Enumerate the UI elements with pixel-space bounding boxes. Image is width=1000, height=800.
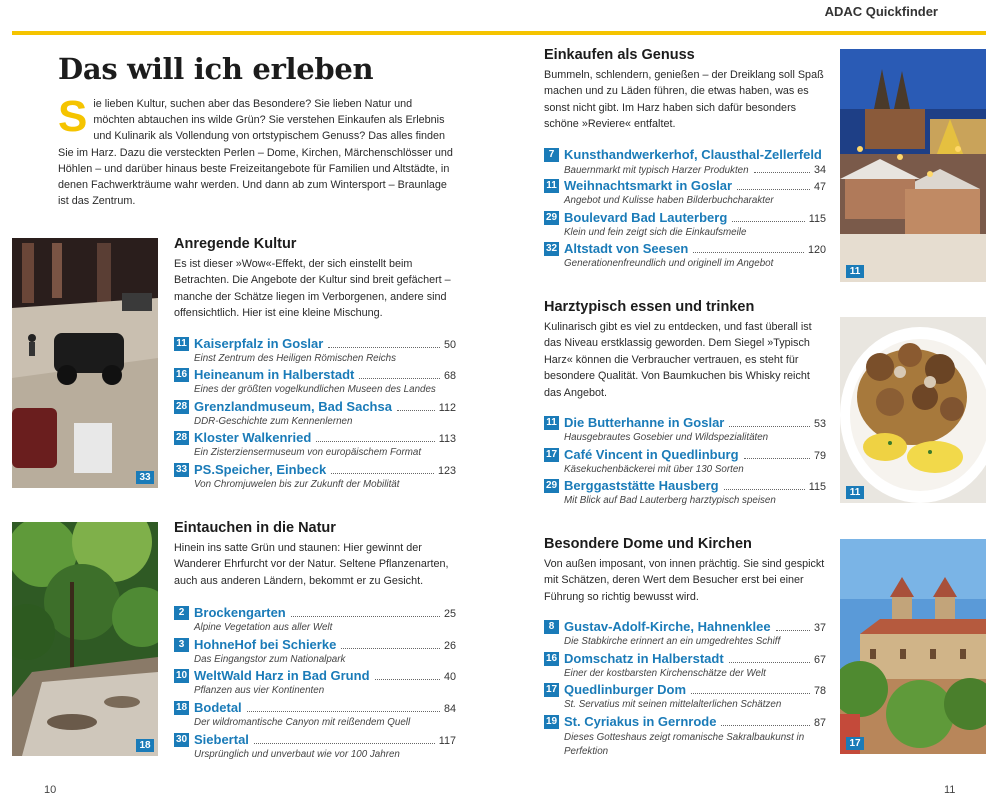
- entry-number-badge: 32: [546, 243, 558, 255]
- entry-page: 25: [443, 608, 456, 621]
- entry-description: Generationenfreundlich und originell im Angebot: [564, 258, 774, 270]
- leader-dots: [328, 347, 440, 348]
- leader-dots: [729, 662, 810, 663]
- entry-name[interactable]: Domschatz in Halberstadt: [564, 650, 724, 666]
- entry-name[interactable]: Bodetal: [194, 700, 242, 715]
- entry-page: 40: [443, 671, 456, 684]
- list-item[interactable]: [544, 241, 826, 273]
- entry-number-badge: 2: [174, 606, 189, 620]
- car-museum-image: [12, 238, 158, 488]
- section-body: Hinein ins satte Grün und staunen: Hier gewinnt der Wanderer Ehrfurcht vor der Natur. Seltene Pflanzenarten, auch aus anderen Ländern, bekommt er zu Gesicht.: [174, 542, 449, 587]
- yellow-rule: [12, 31, 986, 35]
- entry-number-badge: 17: [546, 684, 558, 696]
- section-body: Es ist dieser »Wow«-Effekt, der sich einstellt beim Betrachten. Die Angebote der Kultur sind breit gefächert – manche der Schätze liegen im Verborgenen, andere sind offensichtlich. Hier ist eine kleine Mischung.: [174, 258, 451, 320]
- entry-name[interactable]: Weihnachtsmarkt in Goslar: [564, 178, 733, 194]
- entry-number-badge: 11: [174, 337, 189, 351]
- photo-location-badge: 33: [136, 471, 154, 484]
- drop-cap: S: [58, 92, 88, 141]
- section-body: Kulinarisch gibt es viel zu entdecken, und fast überall ist das Niveau erstklassig geworden. Dem Siegel »Typisch Harz« können die Verbraucher vertrauen, es steht für besondere Qualität. Von Baumkuchen bis Whisky reicht das Angebot.: [544, 321, 812, 399]
- section-food: [544, 299, 826, 510]
- quedlinburg-castle-image: [840, 539, 986, 754]
- entry-name[interactable]: Altstadt von Seesen: [564, 241, 689, 257]
- entry-description: Pflanzen aus vier Kontinenten: [194, 685, 325, 697]
- leader-dots: [375, 679, 440, 680]
- entry-name[interactable]: Siebertal: [194, 731, 249, 747]
- entry-description: Mit Blick auf Bad Lauterberg harztypisch speisen: [564, 495, 776, 507]
- list-item[interactable]: [174, 700, 456, 732]
- leader-dots: [693, 252, 804, 253]
- intro-text: ie lieben Kultur, suchen aber das Besondere? Sie lieben Natur und möchten abtauchen ins wilde Grün? Sie verstehen Einkaufen als Erlebnis und Kulinarik als Vollendung von ortstypischem Genuss? Das alles finden Sie im Harz. Dazu die versteckten Perlen – Dome, Kirchen, Märchenschlösser und Höhlen – und darüber hinaus beste Freizeitangebote für Familien und Altstädte, in denen Fachwerkträume wahr werden. Und dann ab zum Wintersport – Braunlage ist das Zentrum.: [58, 98, 453, 208]
- entry-page: 53: [813, 418, 826, 431]
- section-body: Bummeln, schlendern, genießen – der Dreiklang soll Spaß machen und zu Läden führen, die etwas haben, was es sonst nicht gibt. Im Harz haben sich dafür besonders schöne »Reviere« entfaltet.: [544, 69, 824, 131]
- list-item[interactable]: [174, 399, 456, 431]
- list-item[interactable]: [174, 367, 456, 399]
- entry-number-badge: 16: [546, 652, 558, 664]
- entry-name[interactable]: Berggaststätte Hausberg: [564, 478, 719, 494]
- entry-number-badge: 11: [544, 179, 559, 193]
- entry-name[interactable]: Kloster Walkenried: [194, 430, 312, 446]
- leader-dots: [754, 172, 810, 173]
- entry-description: Klein und fein zeigt sich die Einkaufsmeile: [564, 226, 747, 238]
- entry-page: 50: [443, 338, 456, 351]
- entry-description: DDR-Geschichte zum Kennenlernen: [194, 415, 353, 427]
- leader-dots: [397, 410, 435, 411]
- page-title: Das will ich erleben: [58, 52, 374, 86]
- entry-number-badge: 28: [176, 432, 188, 444]
- entry-page: 67: [813, 653, 826, 666]
- entry-page: 87: [813, 717, 826, 729]
- entry-page: 79: [813, 449, 826, 462]
- entry-page: 37: [813, 622, 826, 635]
- entry-name[interactable]: Café Vincent in Quedlinburg: [564, 446, 739, 462]
- entry-name[interactable]: Kunsthandwerkerhof, Clausthal-Zellerfeld: [564, 146, 822, 162]
- entry-number-badge: 28: [176, 400, 188, 412]
- entry-number-badge: 30: [176, 733, 188, 745]
- entry-page: 123: [437, 465, 456, 477]
- leader-dots: [291, 616, 440, 617]
- entry-page: 26: [443, 639, 456, 652]
- photo-location-badge: 18: [136, 739, 154, 752]
- list-item[interactable]: [174, 732, 456, 764]
- entry-description: Käsekuchenbäckerei mit über 130 Sorten: [564, 463, 744, 475]
- list-item[interactable]: [544, 147, 826, 179]
- entry-name[interactable]: Grenzlandmuseum, Bad Sachsa: [194, 398, 392, 414]
- page-number-right: 11: [944, 784, 956, 796]
- entry-description: Der wildromantische Canyon mit reißendem Quell: [194, 717, 411, 728]
- list-item[interactable]: [544, 619, 826, 651]
- photo-quedlinburg-castle: [840, 539, 986, 754]
- photo-location-badge: 17: [846, 737, 864, 750]
- entry-page: 117: [438, 734, 456, 747]
- entry-list: [174, 336, 456, 494]
- photo-location-badge: 11: [846, 486, 864, 499]
- list-item[interactable]: [544, 714, 826, 758]
- entry-name[interactable]: Die Butterhanne in Goslar: [564, 415, 725, 431]
- entry-description: St. Servatius mit seinen mittelalterlichen Schätzen: [564, 699, 782, 711]
- entry-page: 115: [808, 212, 826, 225]
- leader-dots: [316, 441, 435, 442]
- list-item[interactable]: [174, 637, 456, 669]
- entry-name[interactable]: Heineanum in Halberstadt: [194, 367, 355, 383]
- entry-description: Eines der größten vogelkundlichen Museen des Landes: [194, 384, 436, 396]
- entry-list: [544, 147, 826, 273]
- leader-dots: [359, 378, 440, 379]
- leader-dots: [247, 711, 440, 712]
- section-title: Harztypisch essen und trinken: [544, 299, 755, 315]
- entry-name[interactable]: WeltWald Harz in Bad Grund: [194, 668, 370, 684]
- photo-location-badge: 11: [846, 265, 864, 278]
- leader-dots: [732, 221, 805, 222]
- entry-page: 113: [438, 433, 456, 446]
- leader-dots: [776, 630, 810, 631]
- list-item[interactable]: [174, 430, 456, 462]
- photo-car-museum: [12, 238, 158, 488]
- section-title: Einkaufen als Genuss: [544, 47, 695, 63]
- leader-dots: [254, 743, 435, 744]
- entry-page: 112: [438, 401, 456, 414]
- entry-number-badge: 29: [546, 480, 558, 492]
- entry-number-badge: 11: [544, 416, 559, 430]
- forest-river-image: [12, 522, 158, 756]
- list-item[interactable]: [544, 415, 826, 447]
- photo-dumplings-dish: [840, 317, 986, 503]
- entry-name[interactable]: HohneHof bei Schierke: [194, 636, 337, 652]
- entry-description: Das Eingangstor zum Nationalpark: [194, 653, 346, 665]
- section-nature: [174, 520, 456, 763]
- entry-number-badge: 16: [176, 369, 188, 381]
- entry-description: Von Chromjuwelen bis zur Zukunft der Mobilität: [194, 479, 400, 490]
- entry-number-badge: 3: [174, 638, 189, 652]
- leader-dots: [331, 473, 434, 474]
- list-item[interactable]: [544, 651, 826, 683]
- list-item[interactable]: [174, 462, 456, 494]
- entry-page: 68: [443, 370, 456, 383]
- entry-page: 120: [807, 244, 826, 257]
- leader-dots: [341, 648, 440, 649]
- entry-name[interactable]: Kaiserpfalz in Goslar: [194, 335, 324, 351]
- entry-number-badge: 10: [176, 670, 188, 682]
- list-item[interactable]: [544, 682, 826, 714]
- leader-dots: [721, 725, 810, 726]
- entry-name[interactable]: Boulevard Bad Lauterberg: [564, 209, 728, 225]
- entry-description: Ursprünglich und unverbaut wie vor 100 Jahren: [194, 748, 400, 760]
- page-number-left: 10: [44, 784, 57, 796]
- entry-number-badge: 7: [544, 148, 559, 162]
- list-item[interactable]: [174, 336, 456, 368]
- entry-page: 84: [443, 703, 456, 715]
- section-culture: [174, 236, 456, 494]
- list-item[interactable]: [544, 178, 826, 210]
- entry-list: [544, 619, 826, 758]
- book-series-brand: ADAC Quickfinder: [824, 4, 938, 19]
- leader-dots: [724, 489, 805, 490]
- list-item[interactable]: [174, 668, 456, 700]
- entry-description: Hausgebrautes Gosebier und Wildspezialitäten: [564, 432, 769, 444]
- entry-list: [174, 605, 456, 763]
- entry-page: 34: [813, 163, 826, 176]
- leader-dots: [691, 693, 810, 694]
- entry-list: [544, 415, 826, 510]
- entry-page: 47: [813, 181, 826, 194]
- entry-description: Einst Zentrum des Heiligen Römischen Reichs: [194, 352, 397, 364]
- leader-dots: [744, 458, 810, 459]
- entry-name[interactable]: Quedlinburger Dom: [564, 682, 687, 698]
- photo-forest-river: [12, 522, 158, 756]
- entry-description: Ein Zisterziensermuseum von europäischem Format: [194, 447, 422, 459]
- entry-number-badge: 19: [546, 716, 558, 727]
- entry-description: Einer der kostbarsten Kirchenschätze der Welt: [564, 667, 766, 679]
- entry-description: Alpine Vegetation aus aller Welt: [194, 622, 333, 634]
- entry-number-badge: 8: [544, 620, 559, 634]
- entry-number-badge: 17: [546, 448, 558, 460]
- entry-page: 115: [808, 481, 826, 494]
- entry-description: Angebot und Kulisse haben Bilderbuchcharakter: [564, 195, 774, 207]
- entry-name[interactable]: St. Cyriakus in Gernrode: [564, 714, 717, 729]
- entry-name[interactable]: Brockengarten: [194, 605, 286, 621]
- entry-number-badge: 18: [176, 702, 188, 713]
- leader-dots: [729, 426, 810, 427]
- list-item[interactable]: [544, 478, 826, 510]
- section-title: Eintauchen in die Natur: [174, 520, 336, 536]
- christmas-market-image: [840, 49, 986, 282]
- dumplings-dish-image: [840, 317, 986, 503]
- section-body: Von außen imposant, von innen prächtig. Sie sind gespickt mit Schätzen, deren Wert dem Besucher erst bei einer Führung so richtig bewusst wird.: [544, 558, 825, 603]
- intro-paragraph: [58, 92, 456, 209]
- section-churches: [544, 536, 826, 758]
- entry-description: Die Stabkirche erinnert an ein umgedrehtes Schiff: [564, 636, 781, 648]
- entry-number-badge: 29: [546, 211, 558, 223]
- list-item[interactable]: [174, 605, 456, 637]
- entry-name[interactable]: Gustav-Adolf-Kirche, Hahnenklee: [564, 619, 771, 635]
- photo-christmas-market: [840, 49, 986, 282]
- leader-dots: [737, 189, 810, 190]
- section-title: Anregende Kultur: [174, 236, 297, 252]
- list-item[interactable]: [544, 447, 826, 479]
- entry-description: Dieses Gotteshaus zeigt romanische Sakralbaukunst in Perfektion: [564, 732, 805, 757]
- section-shopping: [544, 47, 826, 273]
- entry-page: 78: [813, 685, 826, 698]
- list-item[interactable]: [544, 210, 826, 242]
- entry-name[interactable]: PS.Speicher, Einbeck: [194, 462, 327, 477]
- entry-number-badge: 33: [176, 464, 188, 475]
- entry-description: Bauernmarkt mit typisch Harzer Produkten: [564, 164, 749, 176]
- section-title: Besondere Dome und Kirchen: [544, 536, 752, 552]
